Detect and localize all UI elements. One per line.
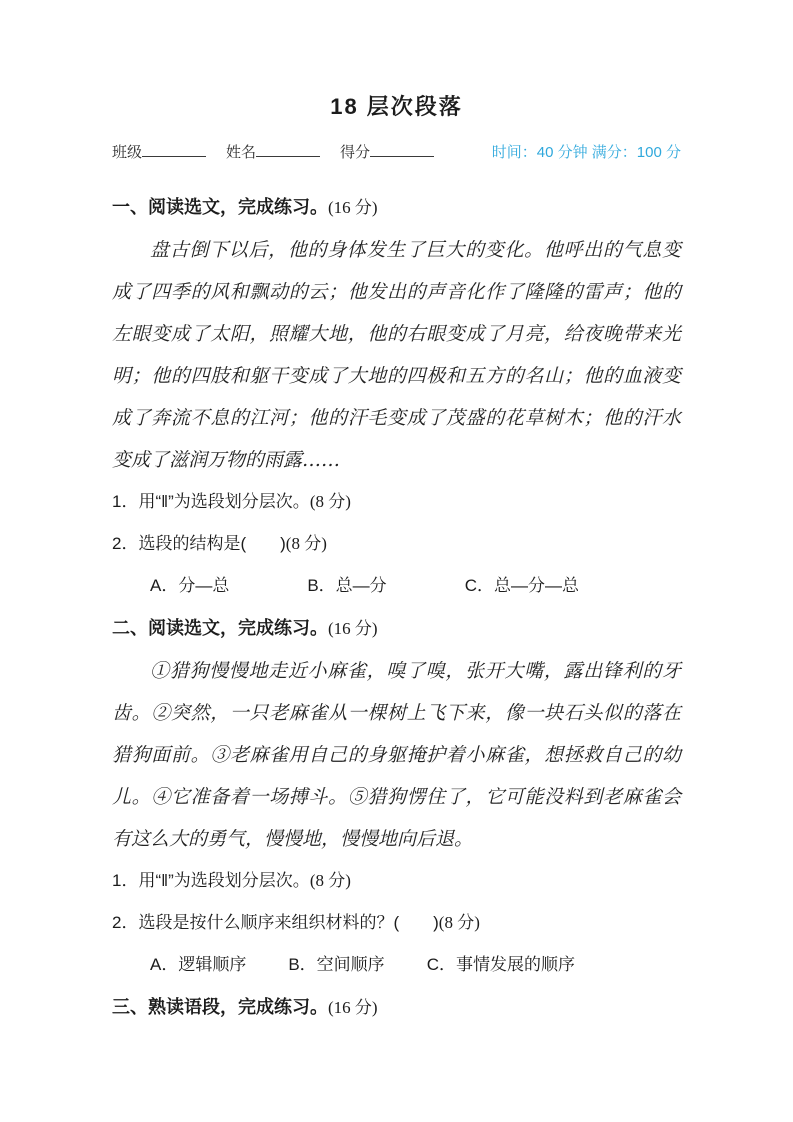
- question-text: 1．用“‖”为选段划分层次。: [112, 492, 310, 511]
- option-c: C．总—分—总: [464, 576, 579, 595]
- section-1-passage: 盘古倒下以后，他的身体发生了巨大的变化。他呼出的气息变成了四季的风和飘动的云；他发出的声音化作了隆隆的雷声；他的左眼变成了太阳，照耀大地，他的右眼变成了月亮，给夜晚带来光明；他的四肢和躯干变成了大地的四极和五方的名山；他的血液变成了奔流不息的江河；他的汗毛变成了茂盛的花草树木；他的汗水变成了滋润万物的雨露……: [112, 239, 681, 471]
- section-2-heading: [112, 607, 681, 650]
- class-field: [112, 141, 206, 162]
- section-1-heading-text: 一、阅读选文，完成练习。: [112, 197, 328, 217]
- question-text: 1．用“‖”为选段划分层次。: [112, 871, 310, 890]
- class-blank-line: [142, 141, 206, 157]
- question-text: 2．选段是按什么顺序来组织材料的？( ): [112, 913, 439, 932]
- page-title: 18 层次段落: [330, 94, 463, 119]
- name-label: 姓名: [226, 144, 257, 161]
- option-c: C．事情发展的顺序: [426, 955, 575, 974]
- section-2-question-1: [112, 860, 681, 902]
- score-field: [340, 141, 434, 162]
- section-2: [112, 607, 681, 986]
- score-label: 得分: [340, 144, 371, 161]
- question-score: (8 分): [438, 913, 480, 932]
- student-fields: [112, 141, 454, 162]
- class-label: 班级: [112, 144, 143, 161]
- name-blank-line: [256, 141, 320, 157]
- header-row: [112, 141, 681, 162]
- option-a: A．逻辑顺序: [150, 955, 247, 974]
- section-1: [112, 186, 681, 607]
- question-score: (8 分): [309, 871, 351, 890]
- section-3: [112, 986, 681, 1029]
- section-1-heading: [112, 186, 681, 229]
- name-field: [226, 141, 320, 162]
- section-2-heading-text: 二、阅读选文，完成练习。: [112, 618, 328, 638]
- section-3-score: (16 分): [328, 998, 378, 1017]
- section-1-score: (16 分): [328, 198, 378, 217]
- section-2-question-2: [112, 902, 681, 944]
- option-b: B．总—分: [307, 576, 387, 595]
- option-a: A．分—总: [150, 576, 230, 595]
- section-3-heading: [112, 986, 681, 1029]
- section-1-options: [112, 565, 681, 607]
- section-2-options: [112, 944, 681, 986]
- section-1-question-1: [112, 481, 681, 523]
- question-text: 2．选段的结构是( ): [112, 534, 286, 553]
- section-2-passage: ①猎狗慢慢地走近小麻雀，嗅了嗅，张开大嘴，露出锋利的牙齿。②突然，一只老麻雀从一棵树上飞下来，像一块石头似的落在猎狗面前。③老麻雀用自己的身躯掩护着小麻雀，想拯救自己的幼儿。④它准备着一场搏斗。⑤猎狗愣住了，它可能没料到老麻雀会有这么大的勇气，慢慢地，慢慢地向后退。: [112, 660, 681, 850]
- option-b: B．空间顺序: [288, 955, 385, 974]
- question-score: (8 分): [309, 492, 351, 511]
- section-2-score: (16 分): [328, 619, 378, 638]
- section-1-question-2: [112, 523, 681, 565]
- question-score: (8 分): [285, 534, 327, 553]
- score-blank-line: [370, 141, 434, 157]
- exam-info: 时间：40 分钟 满分：100 分: [491, 144, 681, 161]
- section-3-heading-text: 三、熟读语段，完成练习。: [112, 997, 328, 1017]
